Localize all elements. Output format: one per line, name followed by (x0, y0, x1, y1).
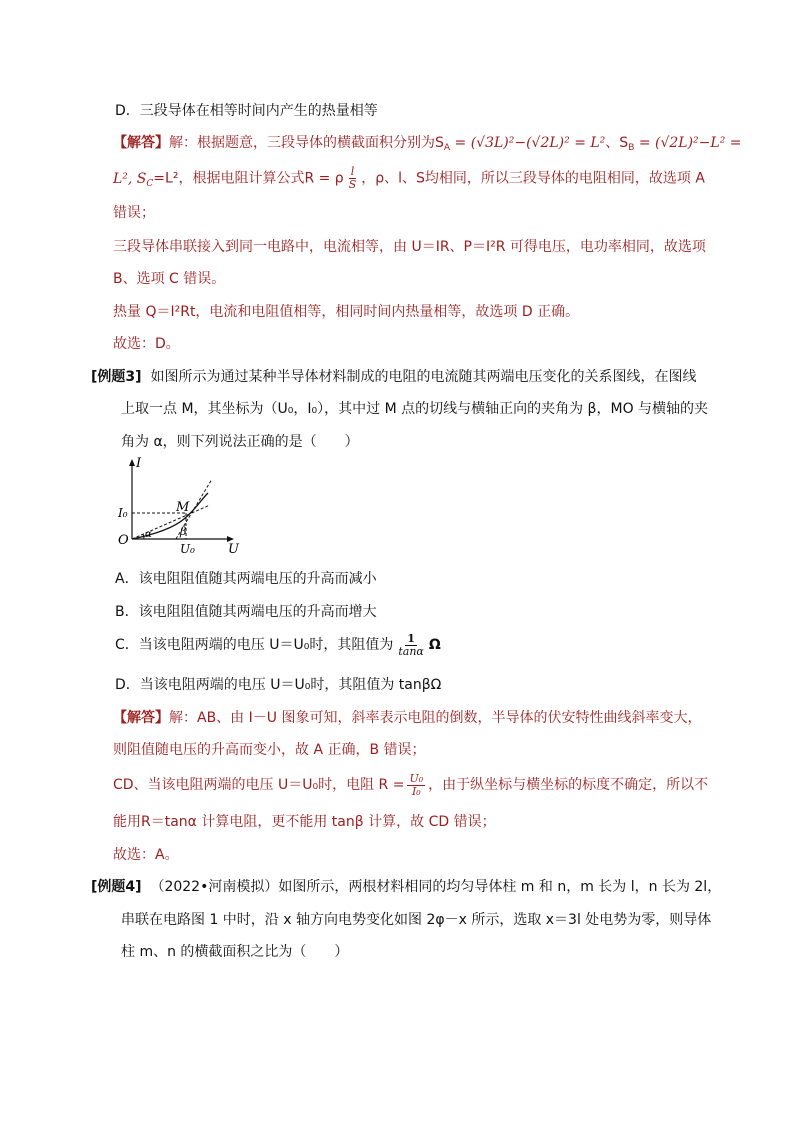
area-sc-lead: L², $S_C$ (113, 170, 154, 189)
solution-1-line-4: 三段导体串联接入到同一电路中，电流相等，由 U＝IR、P＝I²R 可得电压，电功率相同，故选项 (113, 239, 706, 255)
example-3-line-1 (91, 367, 696, 387)
solution-1-line-1 (113, 133, 742, 153)
example-3-solution-text-3a: CD、当该电阻两端的电压 U＝U₀时，电阻 R = (113, 777, 405, 793)
example-3-solution-line-1 (113, 708, 701, 728)
u0-over-i0-fraction: $\frac{\text{U₀}}{\text{I₀}}$ (409, 771, 424, 798)
option-c-text: C．当该电阻两端的电压 U＝U₀时，其阻值为 (115, 637, 394, 653)
solution-1-text-c: ，ρ、l、S均相同，所以三段导体的电阻相同，故选项 A (361, 170, 705, 187)
solution-1-line-3: 错误； (113, 205, 155, 221)
area-sa: $S_A = (√3L)^2-(√2L)^2 = L^2$ (435, 135, 606, 153)
l-over-s-fraction: $\frac{l}{S}$ (348, 165, 357, 191)
label-u: U (228, 542, 239, 557)
example-4-line-2: 串联在电路图 1 中时，沿 x 轴方向电势变化如图 2φ－x 所示，选取 x＝3l 处电势为零，则导体 (121, 912, 712, 928)
example-3-solution-line-4: 能用R＝tanα 计算电阻，更不能用 tanβ 计算，故 CD 错误； (113, 814, 496, 830)
example-3-option-d: D．当该电阻两端的电压 U＝U₀时，其阻值为 tanβΩ (115, 677, 442, 693)
one-over-tan-alpha: $\frac{1}{\tan\alpha}$ (398, 631, 424, 658)
option-d-previous: D．三段导体在相等时间内产生的热量相等 (115, 103, 378, 119)
label-i0: I₀ (118, 506, 128, 520)
example-3-line-2: 上取一点 M，其坐标为（U₀，I₀），其中过 M 点的切线与横轴正向的夹角为 β，MO 与横轴的夹 (121, 401, 709, 417)
solution-1-line-2 (113, 166, 705, 191)
solution-1-line-5: B、选项 C 错误。 (113, 271, 226, 287)
example-3-solution-line-2: 则阻值随电压的升高而变小，故 A 正确，B 错误； (113, 742, 426, 758)
example-3-solution-tag: 【解答】 (113, 710, 169, 726)
example-3-solution-text-3b: ，由于纵坐标与横坐标的标度不确定，所以不 (428, 777, 709, 793)
label-i: I (136, 457, 142, 471)
solution-1-line-6: 热量 Q＝I²Rt，电流和电阻值相等，相同时间内热量相等，故选项 D 正确。 (113, 304, 580, 320)
ohm-unit: Ω (428, 637, 441, 653)
om-line (132, 505, 210, 539)
example-3-line-3: 角为 α，则下列说法正确的是（ ） (121, 434, 359, 450)
solution-1-text-a: 解：根据题意，三段导体的横截面积分别为 (169, 135, 435, 151)
example-3-answer: 故选：A。 (113, 847, 179, 863)
example-3-text-1: 如图所示为通过某种半导体材料制成的电阻的电流随其两端电压变化的关系图线，在图线 (150, 369, 697, 385)
label-m: M (176, 500, 190, 515)
solution-tag: 【解答】 (113, 135, 169, 151)
resistance-formula-text: =L²，根据电阻计算公式R = ρ (153, 170, 344, 187)
label-u0: U₀ (180, 542, 195, 556)
iu-curve-figure (112, 457, 252, 557)
label-beta: β (180, 525, 187, 538)
example-3-option-c (115, 630, 441, 660)
example-4-text-1: （2022•河南模拟）如图所示，两根材料相同的均匀导体柱 m 和 n，m 长为 l，n 长为 2l， (150, 879, 722, 895)
example-4-line-3: 柱 m、n 的横截面积之比为（ ） (121, 944, 349, 960)
label-o: O (118, 533, 129, 548)
area-sb: $S_B = (√2L)^2-L^2$ = (619, 135, 742, 153)
example-3-solution-text-1: 解：AB、由 I－U 图象可知，斜率表示电阻的倒数，半导体的伏安特性曲线斜率变大， (169, 710, 702, 726)
example-3-option-a: A．该电阻阻值随其两端电压的升高而减小 (115, 571, 377, 587)
example-3-option-b: B．该电阻阻值随其两端电压的升高而增大 (115, 604, 377, 620)
label-alpha: α (145, 529, 152, 540)
example-3-solution-line-3 (113, 768, 708, 802)
example-4-tag: [例题4] (91, 879, 142, 895)
example-4-line-1 (91, 877, 721, 897)
example-3-tag: [例题3] (91, 369, 142, 385)
y-axis-arrow (129, 459, 135, 466)
separator: 、 (605, 135, 620, 151)
iu-curve (132, 493, 208, 539)
solution-1-answer: 故选：D。 (113, 336, 180, 352)
